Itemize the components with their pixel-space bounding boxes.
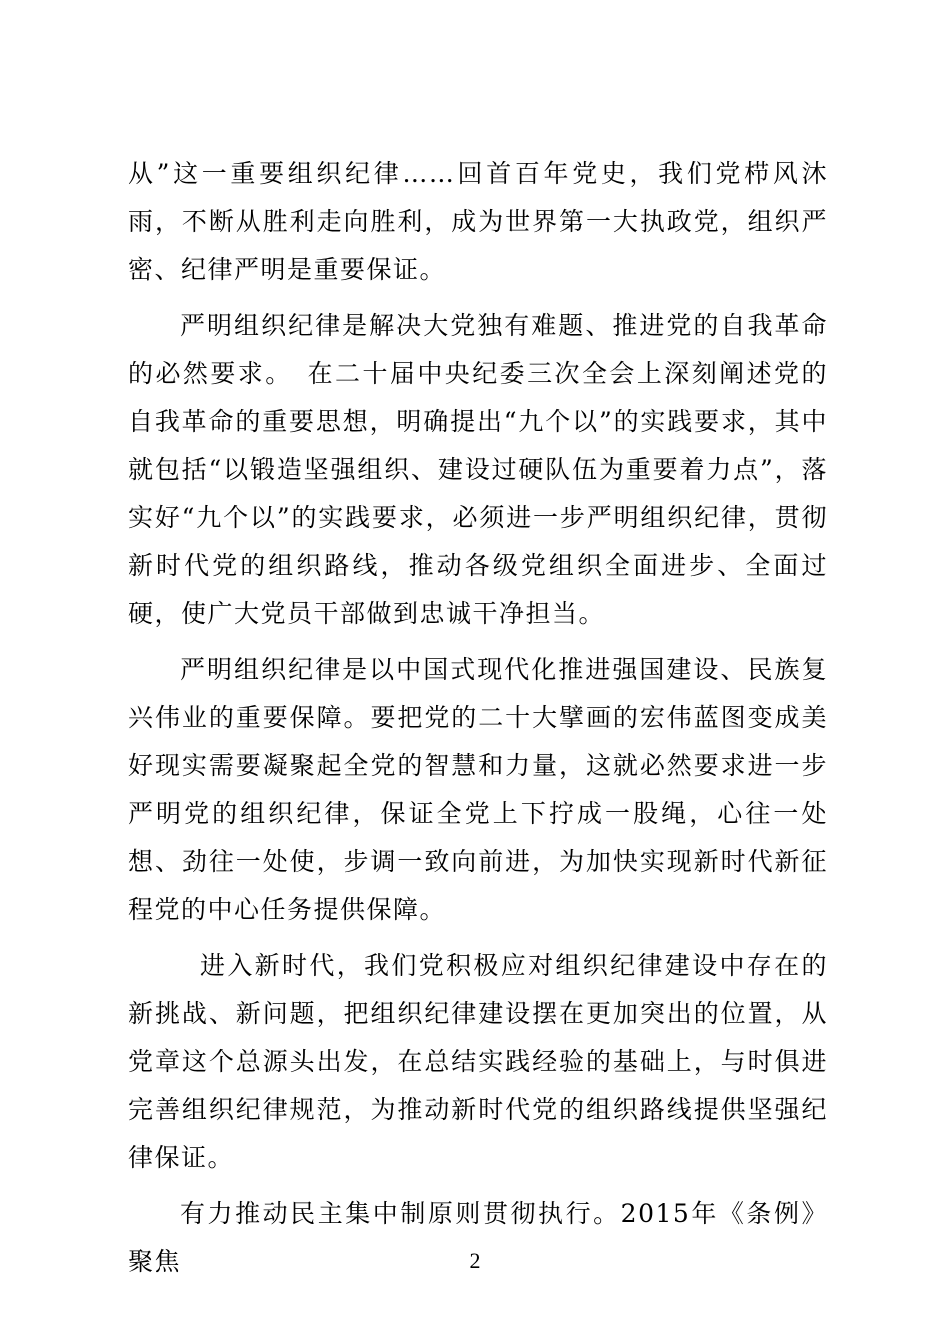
paragraph-continuation: 从”这一重要组织纪律……回首百年党史，我们党栉风沐雨，不断从胜利走向胜利，成为世界第一大执政党，组织严密、纪律严明是重要保证。 (128, 159, 828, 284)
paragraph-self-revolution: 严明组织纪律是解决大党独有难题、推进党的自我革命的必然要求。 在二十届中央纪委三次全会上深刻阐述党的自我革命的重要思想，明确提出“九个以”的实践要求，其中就包括“以锻造坚强组织、建设过硬队伍为重要着力点”，落实好“九个以”的实践要求，必须进一步严明组织纪律，贯彻新时代党的组织路线，推动各级党组织全面进步、全面过硬，使广大党员干部做到忠诚干净担当。 (128, 311, 828, 628)
page-number: 2 (469, 1248, 481, 1273)
paragraph-democratic-centralism: 有力推动民主集中制原则贯彻执行。2015年《条例》聚焦 (128, 1199, 828, 1276)
document-body (128, 150, 828, 1286)
paragraph-new-era: 进入新时代，我们党积极应对组织纪律建设中存在的新挑战、新问题，把组织纪律建设摆在更加突出的位置，从党章这个总源头出发，在总结实践经验的基础上，与时俱进完善组织纪律规范，为推动新时代党的组织路线提供坚强纪律保证。 (128, 951, 828, 1172)
paragraph-modernization: 严明组织纪律是以中国式现代化推进强国建设、民族复兴伟业的重要保障。要把党的二十大擘画的宏伟蓝图变成美好现实需要凝聚起全党的智慧和力量，这就必然要求进一步严明党的组织纪律，保证全党上下拧成一股绳，心往一处想、劲往一处使，步调一致向前进，为加快实现新时代新征程党的中心任务提供保障。 (128, 655, 828, 924)
